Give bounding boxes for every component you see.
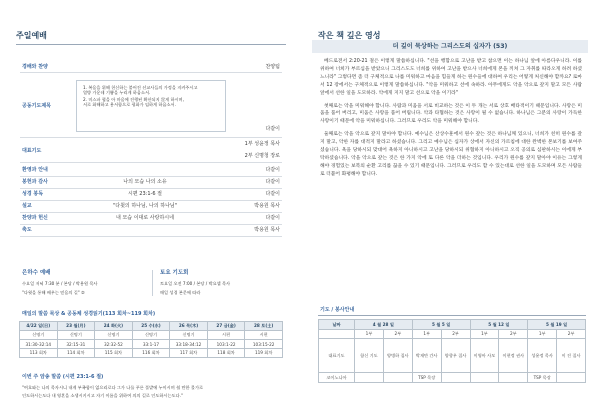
left-title-rule: [16, 44, 286, 45]
reading-book: 신명기: [20, 331, 58, 340]
order-divider: [20, 72, 282, 73]
duty-part: 2부: [557, 330, 586, 339]
duty-part: 2부: [441, 330, 470, 339]
duty-date-row: [319, 320, 586, 330]
memory-line-2: 인도하시는도다 내 영혼을 소생시키시고 자기 이름을 위하여 의의 길로 인도하시는도다.": [22, 393, 183, 398]
reading-book: 시편: [207, 331, 245, 340]
order-row-mid: 나의 모습 나의 소유: [123, 179, 167, 185]
order-row-lead: 박용원 목사: [254, 203, 280, 209]
prayer-item: 열방 가운데 기쁨을 누리게 하옵소서.: [83, 90, 151, 95]
prayer-label: 공동기도제목: [22, 103, 51, 109]
order-row-lead: 다같이: [265, 191, 280, 197]
duty-bottom: [441, 373, 470, 383]
duty-empty-cell: [319, 330, 355, 339]
duty-bottom-label: 코이노니아: [319, 373, 355, 383]
duty-name-row: [319, 339, 586, 373]
reading-round: 115 회차: [95, 349, 133, 358]
duty-name: 양병하 집사: [383, 339, 412, 373]
reading-chapter: 33:18-34:12: [170, 340, 208, 349]
duty-title: 기도 / 봉사안내: [320, 307, 355, 313]
duty-bottom: [470, 373, 499, 383]
duty-part: 1부: [528, 330, 557, 339]
order-row-label: 축도: [22, 227, 32, 233]
essay-banner: 더 깊이 묵상하는 그리스도의 십자가 (53): [312, 40, 588, 53]
rep-prayer-label: 대표기도: [22, 148, 42, 154]
duty-title-rule: [318, 315, 586, 316]
wed-line2: "다윗을 통해 배우는 믿음의 길" ②: [22, 290, 85, 295]
reading-table: [19, 321, 283, 358]
duty-part: 1부: [470, 330, 499, 339]
duty-bottom: TSP 목장: [412, 373, 441, 383]
duty-koinonia-row: [319, 373, 586, 383]
duty-part: 2부: [383, 330, 412, 339]
duty-name: 박재만 간사: [412, 339, 441, 373]
order-row-label: 찬양과 헌신: [22, 215, 48, 221]
prayer-item: 2. 미스파 협을 아 마음에 진행된 확산되지 않게 하시며,: [83, 97, 184, 102]
reading-date: 28 토(土): [245, 322, 283, 331]
wed-title: 은하수 예배: [22, 270, 51, 276]
duty-part: 2부: [499, 330, 528, 339]
reading-date: 4/22 일(日): [20, 322, 58, 331]
essay-paragraph: 첫째로는 악을 미워해야 합니다. 사람과 미움을 서로 비교하는 것은 이 두 개는 서로 상호 배타적이기 때문입니다. 사랑은 미움을 품어 버리고, 미움은 사랑을 품어 버립니다. 악과 타협하는 것은 사랑이 될 수 없습니다. 하나님은 그분의 사랑이 가득한 사랑이기 때문에 악을 미워하십니다. 그러므로 우리도 악을 미워해야 합니다.: [320, 103, 582, 125]
reading-date-row: [20, 322, 283, 331]
order-header-title: 경배와 찬양: [22, 64, 48, 70]
duty-name: 함신 기도: [355, 339, 384, 373]
duty-corner: 날짜: [319, 320, 355, 330]
duty-bottom: [557, 373, 586, 383]
duty-bottom: TSP 목장: [528, 373, 557, 383]
reading-book: 신명기: [95, 331, 133, 340]
reading-date: 27 금(金): [207, 322, 245, 331]
order-row-mid: 내 모습 이대로 사랑하시네: [116, 215, 174, 221]
reading-round-row: [20, 349, 283, 358]
duty-date: 5 월 12 일: [470, 320, 528, 330]
reading-date: 23 월(月): [57, 322, 95, 331]
reading-title: 매일의 말씀 묵상 & 공동체 성경읽기(113 회차~119 회차): [22, 311, 156, 317]
reading-chapter: 32:15-31: [57, 340, 95, 349]
reading-book: 신명기: [57, 331, 95, 340]
duty-bottom: [355, 373, 384, 383]
reading-round: 118 회차: [207, 349, 245, 358]
memory-line-1: "여호와는 나의 목자시니 내게 부족함이 없으리로다 그가 나를 푸른 풀밭에 누이시며 쉴 만한 물가로: [22, 385, 204, 390]
reading-date: 26 목(木): [170, 322, 208, 331]
order-row-label: 성경 봉독: [22, 191, 44, 197]
reading-book: 신명기: [170, 331, 208, 340]
wed-line1: 수요일 저녁 7:30 분 / 본당 / 박용원 목사: [22, 281, 98, 286]
order-row-mid: "다윗의 하나님, 나의 하나님": [112, 203, 178, 209]
prayer-item: 1. 복음을 위해 헌신하는 붙어진 선교사들의 가정을 지켜주시고: [83, 85, 198, 90]
order-row-lead: 다같이: [265, 167, 280, 173]
left-section-title: 주일예배: [16, 31, 47, 40]
duty-part: 1부: [412, 330, 441, 339]
sat-line2: 매일 성경 본문에 따라: [160, 290, 201, 295]
order-row-lead: 박용원 목사: [254, 227, 280, 233]
duty-bottom: [383, 373, 412, 383]
duty-table: [318, 319, 586, 383]
reading-chapter: 32:32-52: [95, 340, 133, 349]
reading-round: 116 회차: [132, 349, 170, 358]
essay-paragraph: 베드로전서 2:20-21 절은 이렇게 말씀하십니다. "선을 행함으로 고난을 받고 참으면 이는 하나님 앞에 아름다우니라. 이를 위하여 너희가 부르심을 받았으니 그리스도도 너희를 위하여 고난을 받으사 너희에게 본을 끼쳐 그 자취를 따라오게 하려 하셨느니라" 그렇다면 좀 더 구체적으로 나를 미워하고 마음을 힘들게 하는 원수들에 대하여 우리는 어떻게 처신해야 할까요? 로마서 12 장에서는 구체적으로 이렇게 말씀하십니다. "악을 미워하고 선에 속하라. 아무에게도 악을 악으로 갚지 말고 모든 사람 앞에서 선한 일을 도모하라. 악에게 지지 말고 선으로 악을 이기라": [320, 59, 582, 96]
reading-round: 117 회차: [170, 349, 208, 358]
reading-book: 신명기: [132, 331, 170, 340]
rep-leader-2: 2부 신명청 장로: [244, 153, 280, 159]
order-divider: [20, 137, 282, 138]
reading-chapter: 31:30-32:14: [20, 340, 58, 349]
duty-name: 성윤정 목사: [528, 339, 557, 373]
memory-title: 이번 주 암송 말씀 (시편 23:1-6 절): [22, 374, 104, 380]
reading-chapter: 103:15-22: [245, 340, 283, 349]
reading-chapter: 33:1-17: [132, 340, 170, 349]
sat-title: 토요 기도회: [160, 270, 189, 276]
reading-book-row: [20, 331, 283, 340]
duty-date: 5 월 5 일: [412, 320, 470, 330]
rep-leader-1: 1부 성윤정 목사: [244, 141, 280, 147]
duty-row-label: 대표기도: [319, 339, 355, 373]
prayer-box: [76, 80, 226, 132]
order-row-label: 설교: [22, 203, 32, 209]
order-header-lead: 찬양팀: [265, 64, 280, 70]
sat-line1: 토요일 오전 7:00 / 본당 / 박요셉 목사: [160, 281, 231, 286]
reading-round: 114 회차: [57, 349, 95, 358]
reading-round: 119 회차: [245, 349, 283, 358]
duty-name: 이 진 집사: [557, 339, 586, 373]
duty-name: 이영아 사모: [470, 339, 499, 373]
service-divider: [152, 270, 153, 296]
prayer-item: 서로 화해하고 용서함으로 평화가 임하게 하옵소서.: [83, 102, 176, 107]
duty-date: 4 월 28 일: [355, 320, 413, 330]
duty-part: 1부: [355, 330, 384, 339]
duty-part-row: [319, 330, 586, 339]
reading-date: 24 화(火): [95, 322, 133, 331]
order-row: [20, 224, 282, 237]
reading-chapter: 103:1-22: [207, 340, 245, 349]
order-row-lead: 다같이: [265, 179, 280, 185]
essay-body: [320, 58, 582, 184]
prayer-lead: 다같이: [265, 126, 280, 132]
reading-book: 시편: [245, 331, 283, 340]
order-row-label: 환영과 안내: [22, 167, 48, 173]
reading-date: 25 수(水): [132, 322, 170, 331]
order-row-lead: 다같이: [265, 215, 280, 221]
order-row-mid: 시편 23:1-6 절: [128, 191, 162, 197]
duty-bottom: [499, 373, 528, 383]
reading-round: 113 회차: [20, 349, 58, 358]
duty-name: 이현정 권사: [499, 339, 528, 373]
reading-chapter-row: [20, 340, 283, 349]
right-section-title: 작은 책 깊은 영성: [318, 31, 381, 40]
order-divider: [20, 162, 282, 163]
duty-date: 5 월 19 일: [528, 320, 586, 330]
essay-paragraph: 둘째로는 악을 악으로 갚지 말아야 합니다. 예수님은 산상수훈에서 원수 갚는 것은 하나님께 있으니, 너희가 친히 원수를 갚지 말고, 악한 자를 대적지 말라고 하셨습니다. 그리고 예수님은 십자가 상에서 자신의 가르침에 대한 완벽한 본보기를 보여주셨습니다. 욕을 당하시되 맞대어 욕하지 아니하시고 고난을 당하시되 위협하지 아니하시고 오직 공의로 심판하시는 이에게 부탁하셨습니다. 악을 악으로 갚는 것은 한 가지 악에 또 다른 악을 더하는 것입니다. 우리가 원수를 갚지 말아야 이유는 그렇게 해야 경험있는 보복의 순환 고리를 끊을 수 있기 때문입니다. 그러므로 우리도 할 수 있는대로 선한 일을 도모하며 모든 사람들로 더불어 화평해야 합니다.: [320, 132, 582, 177]
duty-name: 양향우 집사: [441, 339, 470, 373]
order-row-label: 봉헌과 감사: [22, 179, 48, 185]
